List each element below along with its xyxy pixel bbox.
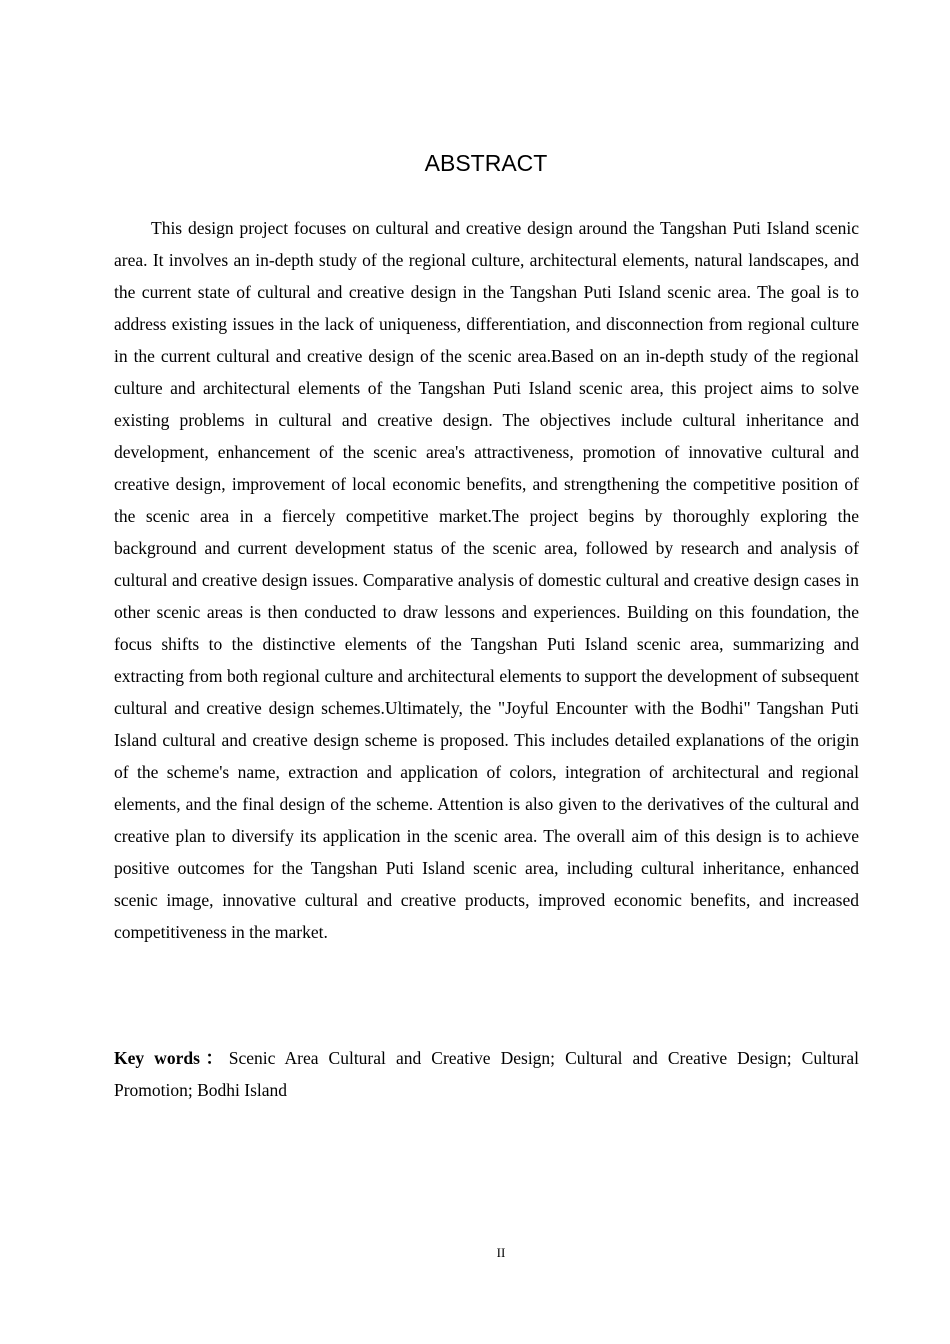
keywords-text: Scenic Area Cultural and Creative Design; Cultural and Creative Design; Cultural Promotion; Bodhi Island xyxy=(114,1048,859,1100)
keywords-label: Key words： xyxy=(114,1048,229,1068)
abstract-body: This design project focuses on cultural and creative design around the Tangshan Puti Island scenic area. It involves an in-depth study of the regional culture, architectural elements, natural landscapes, and the current state of cultural and creative design in the Tangshan Puti Island scenic area. The goal is to address existing issues in the lack of uniqueness, differentiation, and disconnection from regional culture in the current cultural and creative design of the scenic area.Based on an in-depth study of the regional culture and architectural elements of the Tangshan Puti Island scenic area, this project aims to solve existing problems in cultural and creative design. The objectives include cultural inheritance and development, enhancement of the scenic area's attractiveness, promotion of innovative cultural and creative design, improvement of local economic benefits, and strengthening the competitive position of the scenic area in a fiercely competitive market.The project begins by thoroughly exploring the background and current development status of the scenic area, followed by research and analysis of cultural and creative design issues. Comparative analysis of domestic cultural and creative design cases in other scenic areas is then conducted to draw lessons and experiences. Building on this foundation, the focus shifts to the distinctive elements of the Tangshan Puti Island scenic area, summarizing and extracting from both regional culture and architectural elements to support the development of subsequent cultural and creative design schemes.Ultimately, the "Joyful Encounter with the Bodhi" Tangshan Puti Island cultural and creative design scheme is proposed. This includes detailed explanations of the origin of the scheme's name, extraction and application of colors, integration of architectural and regional elements, and the final design of the scheme. Attention is also given to the derivatives of the cultural and creative plan to diversify its application in the scenic area. The overall aim of this design is to achieve positive outcomes for the Tangshan Puti Island scenic area, including cultural inheritance, enhanced scenic image, innovative cultural and creative products, improved economic benefits, and increased competitiveness in the market. xyxy=(114,218,859,942)
keywords-paragraph xyxy=(114,1042,859,1106)
abstract-title: ABSTRACT xyxy=(424,150,548,176)
page-number: II xyxy=(496,1245,506,1260)
